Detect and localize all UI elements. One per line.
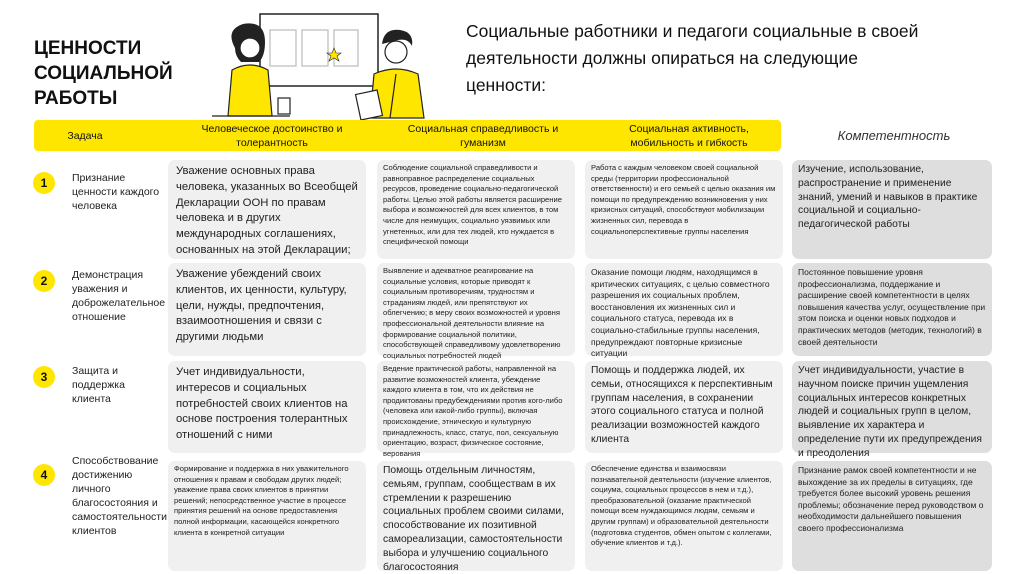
cell-justice-4: Помощь отдельным личностям, семьям, группам, сообществам в их стремлении к разрешению социальных проблем своими силами, способствование их позитивной самореализации, самостоятельности выбора и улучшению социального благосостояния	[377, 461, 575, 571]
cell-competence-2: Постоянное повышение уровня профессионализма, поддержание и расширение своей компетентности в целях повышения качества услуг, осуществление при этом поиска и оценки новых подходов и практических методов (методик, технологий) в своей деятельности	[792, 263, 992, 356]
cell-activity-1: Работа с каждым человеком своей социальной среды (территории профессиональной ответственности) и его семьей с целью оказания им помощи по предупреждению возникновения у них кризисных ситуаций, способствуют мобилизации жизненных сил, перевода в социальноперспективные группы населения	[585, 160, 783, 259]
cell-activity-4: Обеспечение единства и взаимосвязи познавательной деятельности (изучение клиентов, социума, социальных процессов в нем и т.д.), преобразовательной (оказание практической помощи всем нуждающимся людям, семьям и другим группам) и образовательной деятельности (подготовка студентов, обмен опытом с коллегами, обучение клиентов и т.д.).	[585, 461, 783, 571]
header-justice: Социальная справедливость и гуманизм	[407, 122, 559, 149]
row-number-2: 2	[33, 270, 55, 292]
page-title	[34, 36, 173, 111]
cell-justice-2: Выявление и адекватное реагирование на социальные условия, которые приводят к социальным противоречиям, трудностям и страданиям людей, или препятствуют их облегчению; в меру своих возможностей и уровня профессиональной деятельности влияние на формирование социальной политики, способствующей справедливому удовлетворению социальных потребностей людей	[377, 263, 575, 356]
row-number-4: 4	[33, 464, 55, 486]
cell-activity-2: Оказание помощи людям, находящимся в критических ситуациях, с целью совместного разрешения их социальных проблем, восстановления их жизненных сил и социального статуса, перевода их в социально-стабильные группы населения, предупреждают повторные кризисные ситуации	[585, 263, 783, 356]
cell-dignity-4: Формирование и поддержка в них уважительного отношения к правам и свободам других людей; уважение права своих клиентов в принятии решений; непосредственное участие в процессе принятия решений на основе предоставления полной информации, касающейся конкретного клиента в конкретной ситуации	[168, 461, 366, 571]
task-label-1: Признание ценности каждого человека	[72, 172, 160, 212]
cell-dignity-2: Уважение убеждений своих клиентов, их ценности, культуру, цели, нужды, предпочтения, взаимоотношения и связи с другими людьми	[168, 263, 366, 356]
header-dignity: Человеческое достоинство и толерантность	[201, 122, 343, 149]
cell-justice-1: Соблюдение социальной справедливости и равноправное распределение социальных ресурсов, проведение социально-педагогической работы. Целью этой работы является расширение выбора и возможностей для всех клиентов, в том числе для неимущих, социально уязвимых или угнетенных, или для тех людей, кто нуждается в специфической помощи	[377, 160, 575, 259]
people-illustration	[210, 8, 455, 126]
cell-activity-3: Помощь и поддержка людей, их семьи, относящихся к перспективным группам населения, в сохранении этого социального статуса и полной реализации возможностей каждого клиента	[585, 361, 783, 453]
title-line-3: РАБОТЫ	[34, 88, 118, 109]
cell-competence-1: Изучение, использование, распространение и применение знаний, умений и навыков в практике социальной и социально-педагогической работы	[792, 160, 992, 259]
task-label-3: Защита и поддержка клиента	[72, 365, 125, 405]
cell-dignity-1: Уважение основных права человека, указанных во Всеобщей Декларации ООН по правам человека и в других международных соглашениях, основанных на этой Декларации;	[168, 160, 366, 259]
cell-competence-3: Учет индивидуальности, участие в научном поиске причин ущемления социальных интересов конкретных людей и социальных групп в целом, выявление их характера и определение пути их предупреждения и преодоления	[792, 361, 992, 453]
task-label-4: Способствование достижению личного благосостояния и самостоятельности клиентов	[72, 455, 167, 537]
task-label-2: Демонстрация уважения и доброжелательное отношение	[72, 269, 166, 323]
row-number-1: 1	[33, 172, 55, 194]
title-line-1: ЦЕННОСТИ	[34, 38, 142, 59]
header-activity: Социальная активность, мобильность и гибкость	[629, 122, 749, 149]
row-number-3: 3	[33, 366, 55, 388]
header-competence: Компетентность	[837, 127, 951, 143]
cell-competence-4: Признание рамок своей компетентности и не выхождение за их пределы в ситуациях, где требуется более высокий уровень решения проблемы; обозначение перед руководством о необходимости дальнейшего повышения своего профессионализма	[792, 461, 992, 571]
cell-dignity-3: Учет индивидуальности, интересов и социальных потребностей своих клиентов на основе построения толерантных отношений с ними	[168, 361, 366, 453]
title-line-2: СОЦИАЛЬНОЙ	[34, 63, 173, 84]
header-task: Задача	[67, 129, 103, 142]
cell-justice-3: Ведение практической работы, направленной на развитие возможностей клиента, убеждение каждого клиента в том, что их действия не продиктованы предубеждениями против кого-либо (человека или какой-либо группы), включая происхождение, этническую и культурную принадлежность, класс, статус, пол, сексуальную ориентацию, возраст, физическое состояние, верования	[377, 361, 575, 453]
intro-text: Социальные работники и педагоги социальные в своей деятельности должны опираться на следующие ценности:	[466, 21, 919, 95]
